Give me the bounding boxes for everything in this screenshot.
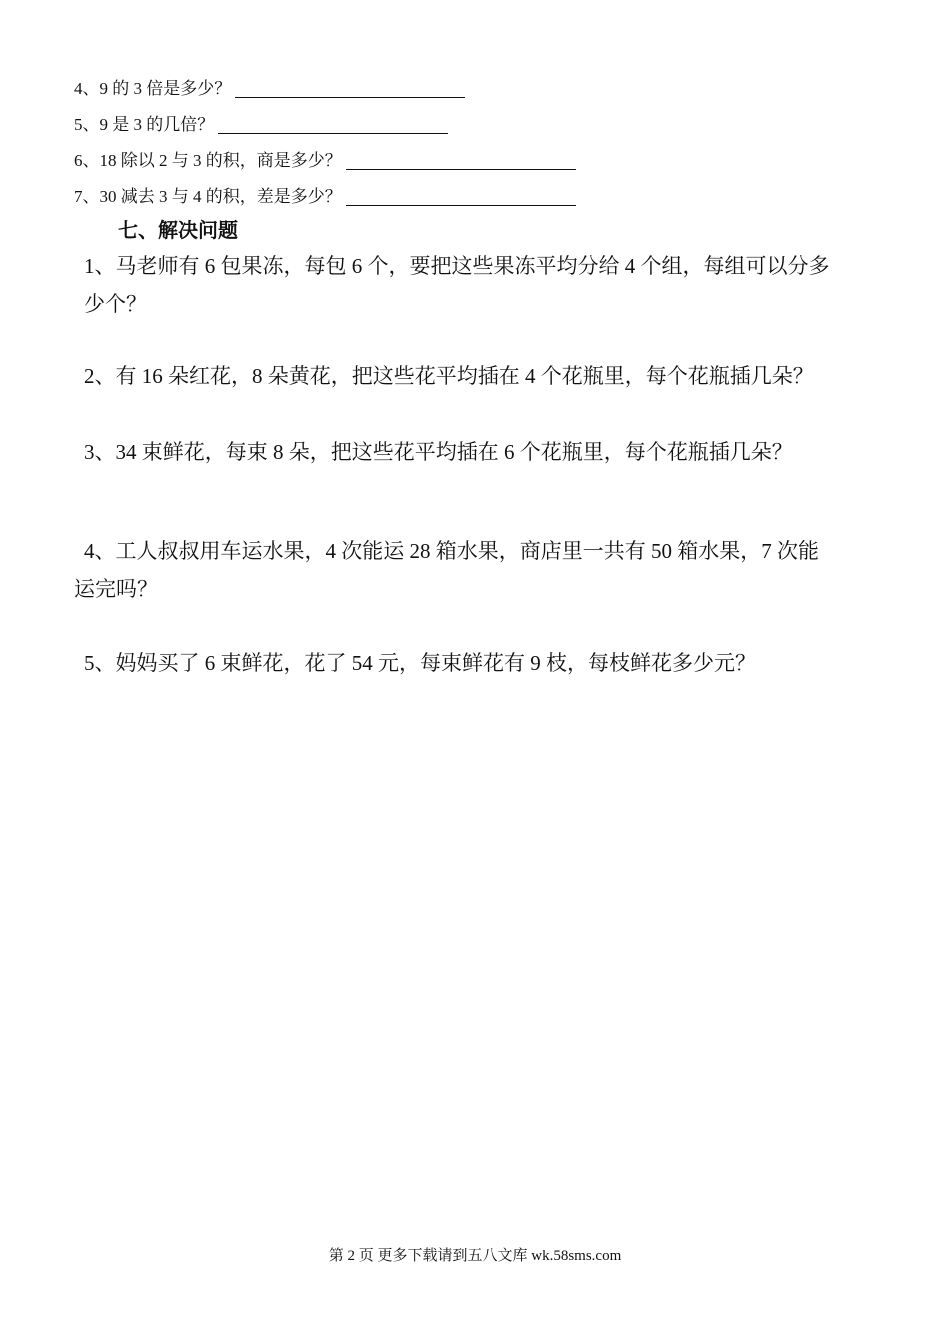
problem-5: 5、妈妈买了 6 束鲜花，花了 54 元，每束鲜花有 9 枝，每枝鲜花多少元？ — [84, 651, 756, 675]
answer-blank — [218, 115, 448, 134]
answer-blank — [346, 151, 576, 170]
question-6-text: 6、18 除以 2 与 3 的积，商是多少？ — [74, 151, 342, 170]
problem-4-line-1: 4、工人叔叔用车运水果，4 次能运 28 箱水果，商店里一共有 50 箱水果，7 次能 — [84, 539, 819, 563]
question-5-text: 5、9 是 3 的几倍？ — [74, 115, 215, 134]
answer-blank — [346, 187, 576, 206]
problem-4-line-2: 运完吗？ — [74, 577, 158, 601]
question-7-text: 7、30 减去 3 与 4 的积，差是多少？ — [74, 187, 342, 206]
section-title: 七、解决问题 — [118, 220, 238, 242]
question-4-text: 4、9 的 3 倍是多少？ — [74, 79, 232, 98]
problem-1-line-1: 1、马老师有 6 包果冻，每包 6 个，要把这些果冻平均分给 4 个组，每组可以分多 — [84, 254, 830, 278]
problem-3: 3、34 束鲜花，每束 8 朵，把这些花平均插在 6 个花瓶里，每个花瓶插几朵？ — [84, 440, 793, 464]
answer-blank — [235, 79, 465, 98]
problem-2: 2、有 16 朵红花，8 朵黄花，把这些花平均插在 4 个花瓶里，每个花瓶插几朵？ — [84, 364, 814, 388]
problem-1-line-2: 少个？ — [84, 292, 147, 316]
question-7 — [74, 182, 576, 207]
page-footer: 第 2 页 更多下载请到五八文库 wk.58sms.com — [328, 1248, 622, 1264]
question-5 — [74, 110, 448, 135]
question-4 — [74, 74, 465, 99]
question-6 — [74, 146, 576, 171]
